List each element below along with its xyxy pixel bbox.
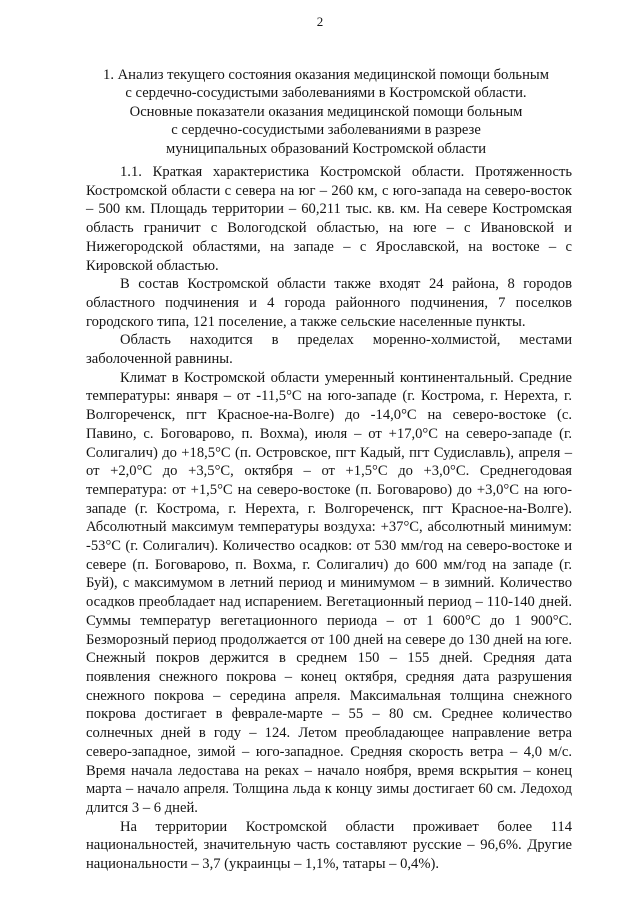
heading-line: с сердечно-сосудистыми заболеваниями в Костромской области.: [125, 85, 527, 102]
paragraph-climate: Климат в Костромской области умеренный континентальный. Средние температуры: января – от -11,5°С на юго-западе (г. Кострома, г. Нерехта, г. Волгореченск, пгт Красное-на-Волге) до -14,0°С на северо-востоке (с. Павино, с. Боговарово, п. Вохма), июля – от +17,0°С на северо-западе (г. Солигалич) до +18,5°С (п. Островское, пгт Кадый, пгт Судиславль), апреля – от +2,0°С до +3,5°С, октября – от +1,5°С до +3,0°С. Среднегодовая температура: от +1,5°С на северо-востоке (п. Боговарово) до +3,0°С на юго-западе (г. Кострома, г. Нерехта, г. Волгореченск, пгт Красное-на-Волге). Абсолютный максимум температуры воздуха: +37°С, абсолютный минимум: -53°С (г. Солигалич). Количество осадков: от 530 мм/год на северо-востоке и севере (п. Боговарово, п. Вохма, г. Солигалич) до 600 мм/год на западе (г. Буй), с максимумом в летний период и минимумом – в зимний. Количество осадков преобладает над испарением. Вегетационный период – 110-140 дней. Суммы температур вегетационного периода – от 1 600°С до 1 900°С. Безморозный период продолжается от 100 дней на севере до 130 дней на юге. Снежный покров держится в среднем 150 – 155 дней. Средняя дата появления снежного покрова – конец октября, средняя дата разрушения снежного покрова – середина апреля. Максимальная толщина снежного покрова достигает в феврале-марте – 55 – 80 см. Среднее количество солнечных дней в году – 124. Летом преобладающее направление ветра северо-западное, зимой – юго-западное. Средняя скорость ветра – 4,0 м/с. Время начала ледостава на реках – начало ноября, время вскрытия – конец марта – начало апреля. Толщина льда к концу зимы достигает 60 см. Ледоход длится 3 – 6 дней.: [86, 369, 572, 816]
heading-line: с сердечно-сосудистыми заболеваниями в разрезе: [171, 122, 481, 139]
paragraph-administrative-units: В состав Костромской области также входят 24 района, 8 городов областного подчинения и 4 города районного подчинения, 7 поселков городского типа, 121 поселение, а также сельские населенные пункты.: [86, 276, 572, 330]
heading-line: муниципальных образований Костромской области: [165, 140, 487, 157]
paragraph-region-overview: 1.1. Краткая характеристика Костромской области. Протяженность Костромской области с севера на юг – 260 км, с юго-запада на северо-восток – 500 км. Площадь территории – 60,211 тыс. кв. км. На севере Костромская область граничит с Вологодской областью, на юге – с Ивановской и Нижегородской областями, на западе – с Ярославской, на востоке – с Кировской областью.: [86, 164, 572, 274]
body-text: [86, 163, 572, 874]
heading-line: 1. Анализ текущего состояния оказания медицинской помощи больным: [103, 67, 549, 83]
page-number: 2: [316, 14, 324, 29]
section-heading: [86, 66, 566, 158]
paragraph-relief: Область находится в пределах моренно-холмистой, местами заболоченной равнины.: [86, 332, 572, 368]
heading-line: Основные показатели оказания медицинской помощи больным: [129, 103, 523, 120]
paragraph-nationalities: На территории Костромской области проживает более 114 национальностей, значительную часть составляют русские – 96,6%. Другие национальности – 3,7 (украинцы – 1,1%, татары – 0,4%).: [86, 818, 572, 873]
